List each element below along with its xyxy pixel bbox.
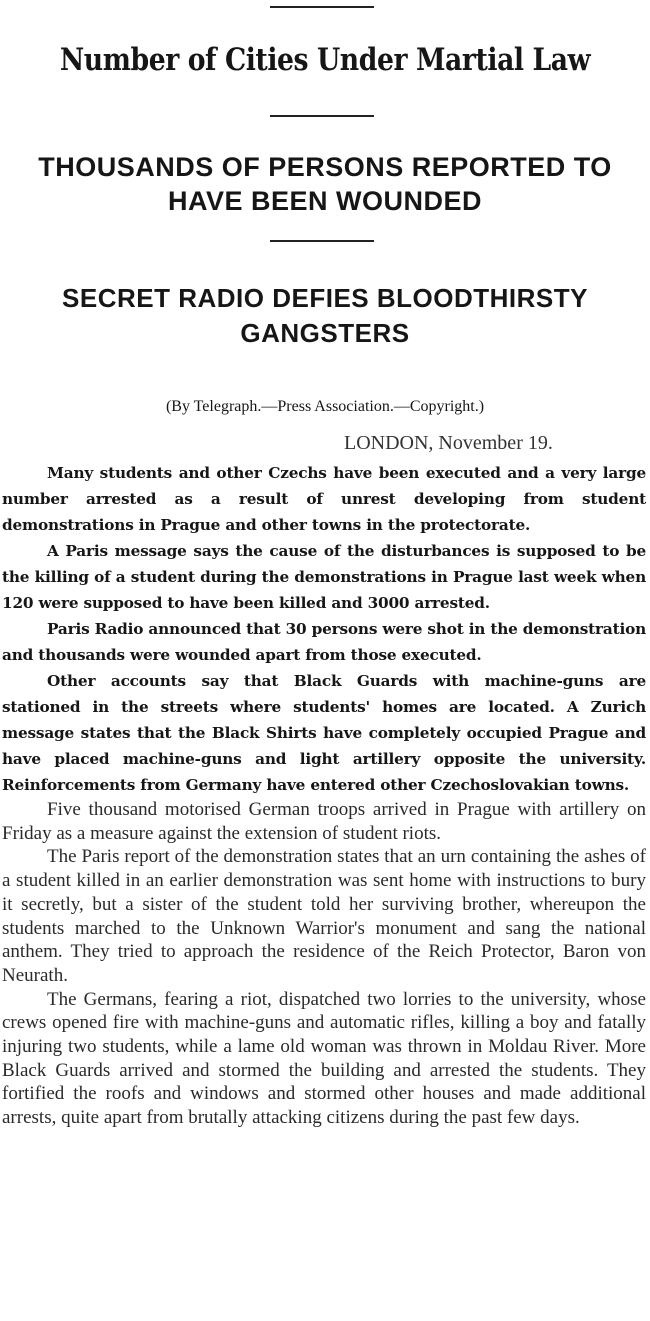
subheadline-line-1: THOUSANDS OF PERSONS REPORTED TO — [38, 152, 612, 182]
headline: Number of Cities Under Martial Law — [59, 42, 591, 78]
divider-rule-2 — [270, 240, 374, 242]
article-paragraph-2: A Paris message says the cause of the disturbances is supposed to be the killing of a student during the demonstrations in Prague last week when 120 were supposed to have been killed and 3000 arrested. — [2, 542, 646, 612]
dateline: LONDON, November 19. — [344, 432, 553, 454]
divider-rule-1 — [270, 115, 374, 117]
article-paragraph-7: The Germans, fearing a riot, dispatched two lorries to the university, whose crews opened fire with machine-guns and automatic rifles, killing a boy and fatally injuring two students, while a lame old woman was thrown in Moldau River. More Black Guards arrived and stormed the building and arrested the students. They fortified the roofs and windows and stormed other houses and made additional arrests, quite apart from brutally attacking citizens during the past few days. — [2, 988, 646, 1129]
byline-credit: (By Telegraph.—Press Association.—Copyright.) — [165, 398, 485, 415]
article-body — [2, 460, 646, 1130]
article-paragraph-6: The Paris report of the demonstration states that an urn containing the ashes of a student killed in an earlier demonstration was sent home with instructions to bury it secretly, but a sister of the student told her surviving brother, whereupon the students marched to the Unknown Warrior's monument and sang the national anthem. They tried to approach the residence of the Reich Protector, Baron von Neurath. — [2, 846, 646, 986]
subheadline — [0, 150, 650, 218]
top-divider-rule — [270, 6, 374, 8]
article-paragraph-1: Many students and other Czechs have been executed and a very large number arrested as a result of unrest developing from student demonstrations in Prague and other towns in the protectorate. — [2, 464, 646, 534]
third-headline-line-2: GANGSTERS — [240, 318, 410, 348]
third-headline — [0, 281, 650, 351]
article-paragraph-4: Other accounts say that Black Guards with machine-guns are stationed in the streets where students' homes are located. A Zurich message states that the Black Shirts have completely occupied Prague and have placed machine-guns and light artillery opposite the university. Reinforcements from Germany have entered other Czechoslovakian towns. — [2, 672, 646, 794]
article-paragraph-3: Paris Radio announced that 30 persons were shot in the demonstration and thousands were wounded apart from those executed. — [2, 620, 646, 664]
article-paragraph-5: Five thousand motorised German troops arrived in Prague with artillery on Friday as a measure against the extension of student riots. — [2, 799, 646, 844]
third-headline-line-1: SECRET RADIO DEFIES BLOODTHIRSTY — [62, 283, 588, 313]
subheadline-line-2: HAVE BEEN WOUNDED — [167, 186, 483, 216]
